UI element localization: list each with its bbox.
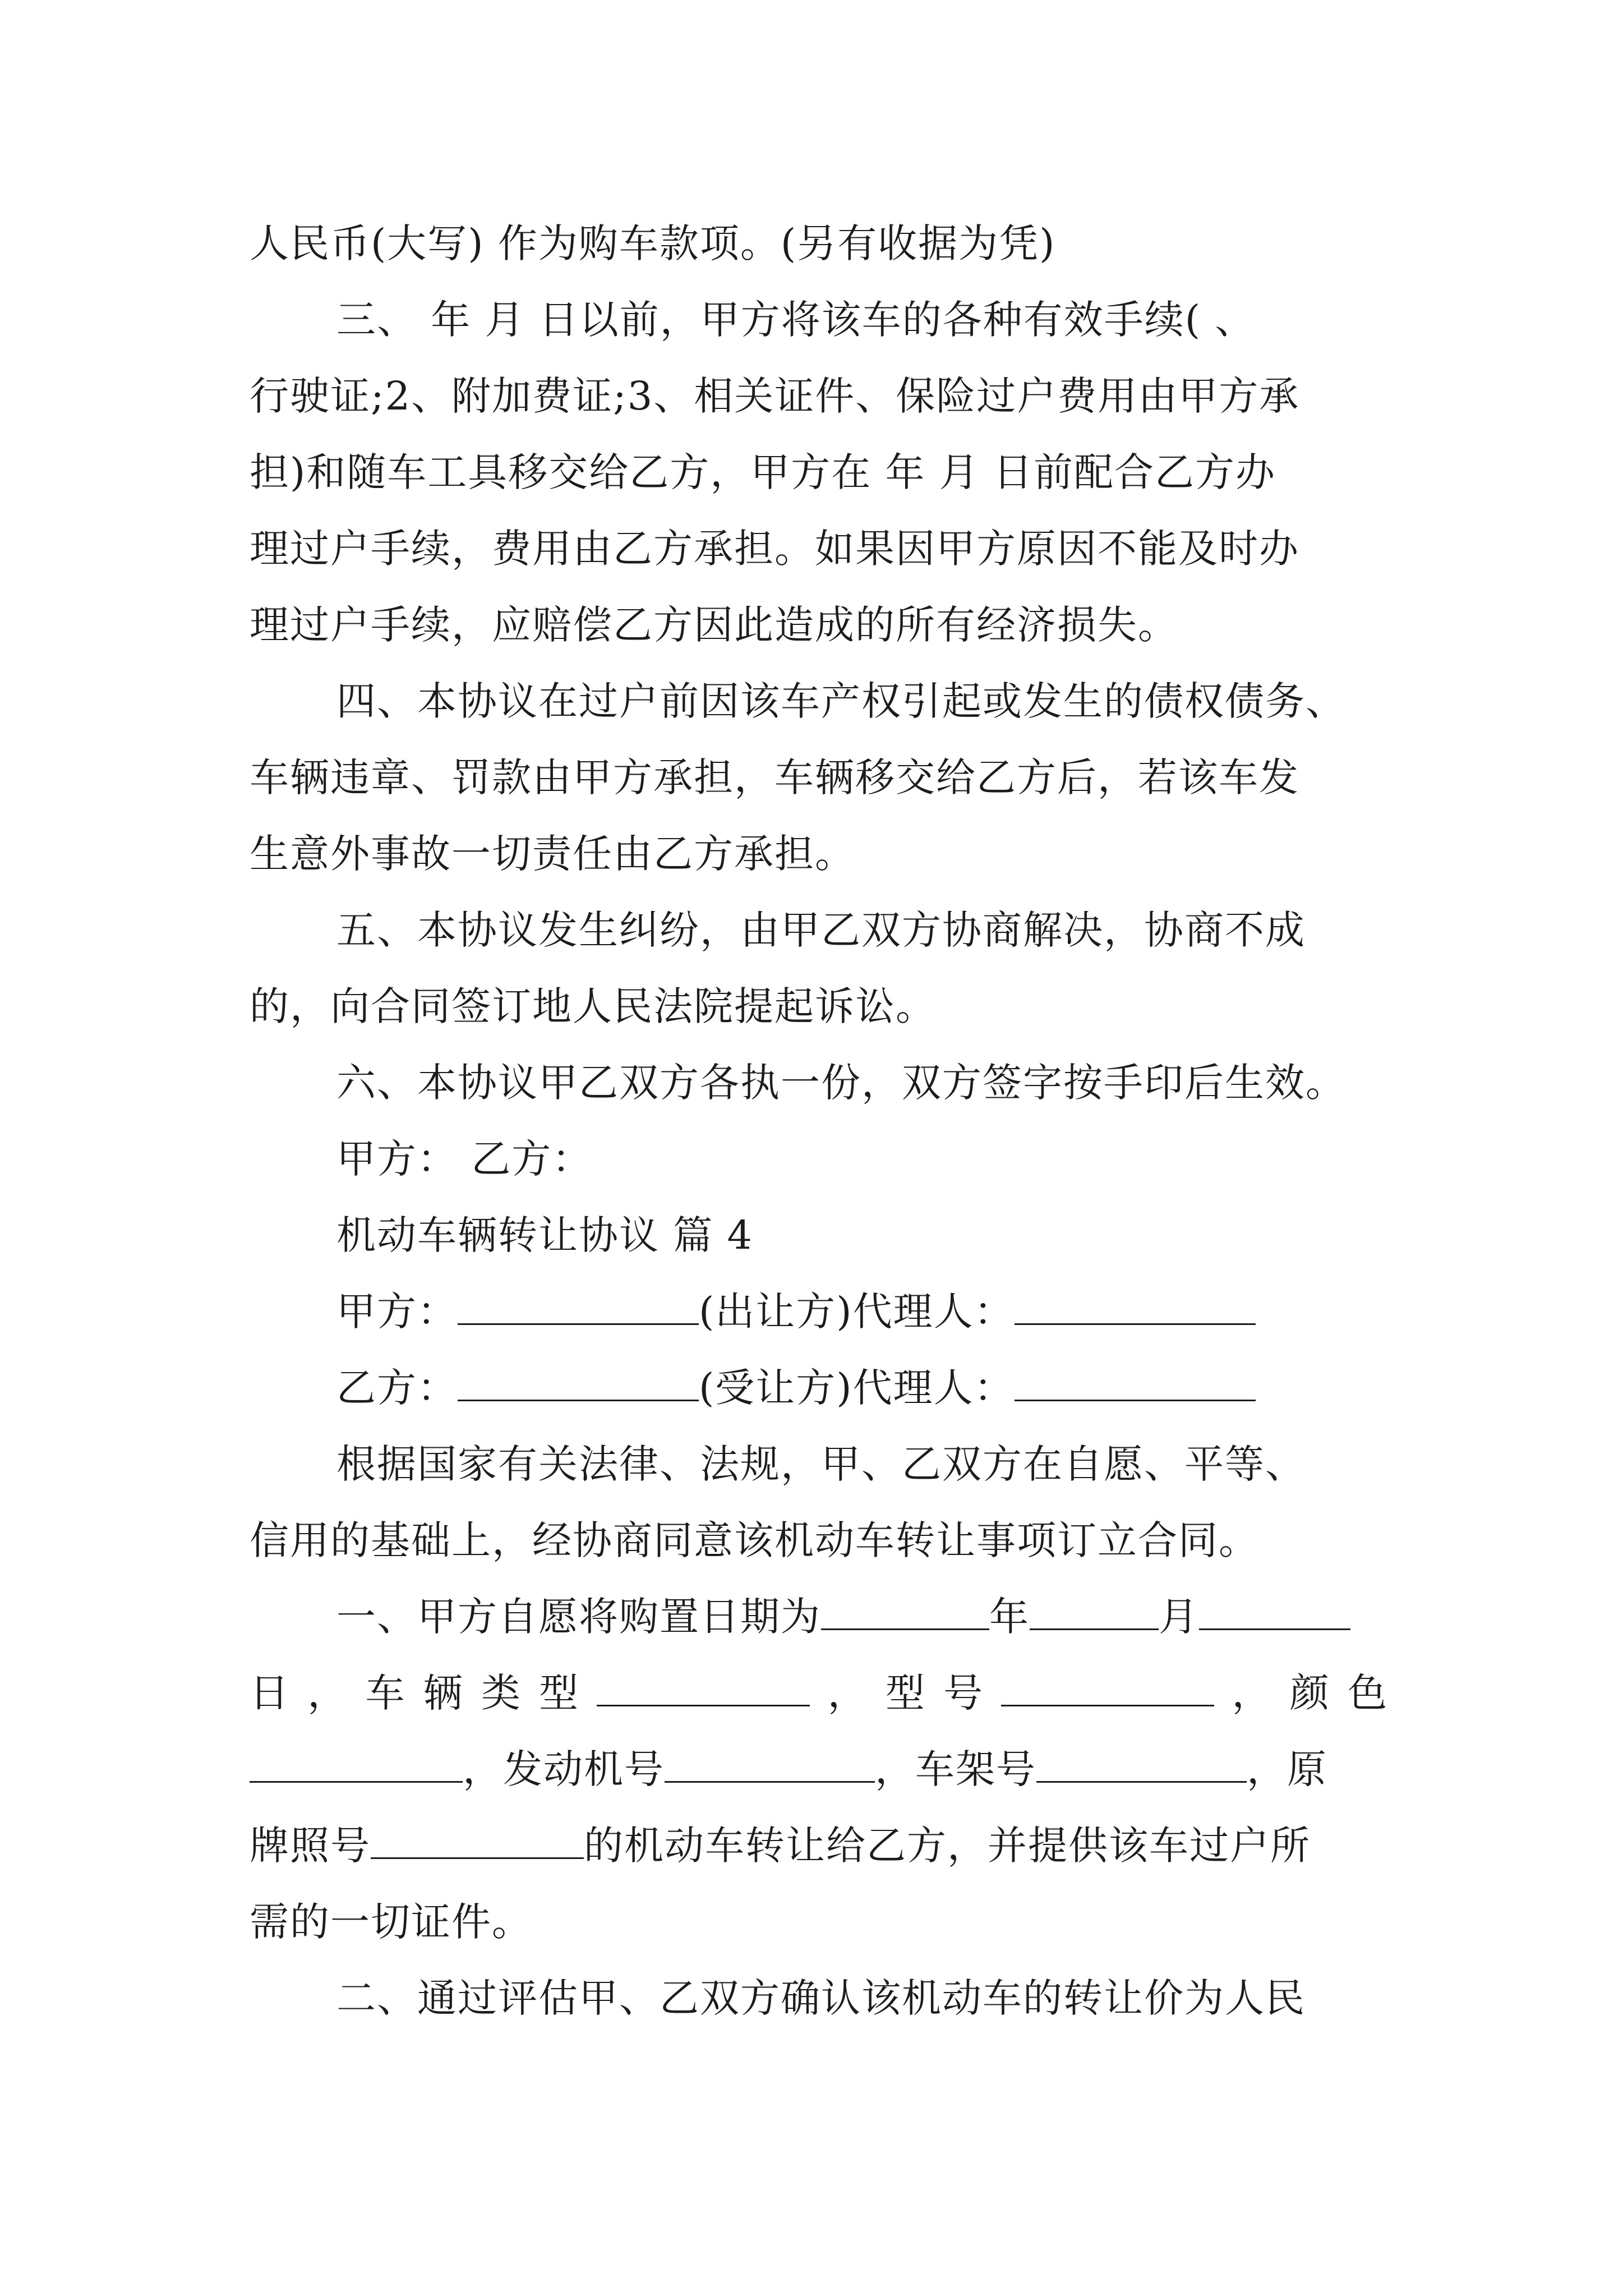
section-title: 机动车辆转让协议 篇 4 [336, 1212, 754, 1258]
purchase-month-blank[interactable] [1030, 1591, 1159, 1630]
text-line: 四、本协议在过户前因该车产权引起或发生的债权债务、 [336, 678, 1346, 724]
clause-text: ，发动机号 [463, 1746, 665, 1792]
plate-number-blank[interactable] [371, 1820, 584, 1859]
purchase-day-blank[interactable] [1199, 1591, 1350, 1630]
clause-text: ，车架号 [875, 1746, 1036, 1792]
purchase-year-blank[interactable] [821, 1591, 989, 1630]
clause-1-line-2 [250, 1663, 1388, 1739]
party-b-label: 乙方： [336, 1365, 458, 1411]
text-line: 行驶证;2、附加费证;3、相关证件、保险过户费用由甲方承 [250, 373, 1300, 419]
text-line: 六、本协议甲乙双方各执一份，双方签字按手印后生效。 [336, 1060, 1346, 1106]
clause-text: 牌照号 [250, 1823, 371, 1869]
signature-line: 甲方： 乙方： [336, 1136, 593, 1182]
text-line: 三、 年 月 日以前，甲方将该车的各种有效手续( 、 [336, 297, 1256, 343]
clause-1-line-5: 需的一切证件。 [250, 1899, 532, 1945]
party-a-label: 甲方： [336, 1289, 458, 1335]
text-line: 的，向合同签订地人民法院提起诉讼。 [250, 983, 936, 1029]
clause-text: 年 [989, 1594, 1030, 1640]
engine-number-blank[interactable] [665, 1744, 875, 1783]
clause-1-line-1 [250, 1586, 1388, 1663]
party-b-blank[interactable] [458, 1363, 699, 1401]
clause-1-line-3 [250, 1739, 1388, 1815]
text-line: 根据国家有关法律、法规，甲、乙双方在自愿、平等、 [336, 1441, 1306, 1487]
document-body [250, 213, 1388, 2044]
party-a-line [250, 1281, 1388, 1358]
clause-1-line-4 [250, 1815, 1388, 1892]
clause-text: ，颜色 [1214, 1670, 1389, 1716]
text-line: 五、本协议发生纠纷，由甲乙双方协商解决，协商不成 [336, 907, 1306, 953]
party-b-role: (受让方)代理人： [699, 1365, 1015, 1411]
text-line: 理过户手续，费用由乙方承担。如果因甲方原因不能及时办 [250, 526, 1299, 572]
party-b-agent-blank[interactable] [1015, 1363, 1256, 1401]
text-line: 生意外事故一切责任由乙方承担。 [250, 831, 855, 877]
party-a-agent-blank[interactable] [1015, 1286, 1256, 1325]
clause-text: ，原 [1247, 1746, 1327, 1792]
text-line: 车辆违章、罚款由甲方承担，车辆移交给乙方后，若该车发 [250, 754, 1299, 800]
frame-number-blank[interactable] [1036, 1744, 1247, 1783]
text-line: 理过户手续，应赔偿乙方因此造成的所有经济损失。 [250, 602, 1178, 648]
clause-2-line-1: 二、通过评估甲、乙双方确认该机动车的转让价为人民 [336, 1975, 1306, 2021]
clause-text: 的机动车转让给乙方，并提供该车过户所 [584, 1823, 1311, 1869]
party-b-line [250, 1358, 1388, 1434]
clause-text: ，车辆类型 [307, 1670, 597, 1716]
clause-text: 月 [1159, 1594, 1199, 1640]
party-a-blank[interactable] [458, 1286, 699, 1325]
model-blank[interactable] [1001, 1668, 1214, 1706]
text-line: 信用的基础上，经协商同意该机动车转让事项订立合同。 [250, 1517, 1259, 1563]
clause-text: 一、甲方自愿将购置日期为 [336, 1594, 821, 1640]
vehicle-type-blank[interactable] [597, 1668, 810, 1706]
clause-text: 日 [250, 1670, 308, 1716]
color-blank[interactable] [250, 1744, 463, 1783]
party-a-role: (出让方)代理人： [699, 1289, 1015, 1335]
clause-text: ，型号 [810, 1670, 1002, 1716]
text-line: 人民币(大写) 作为购车款项。(另有收据为凭) [250, 220, 1056, 266]
text-line: 担)和随车工具移交给乙方，甲方在 年 月 日前配合乙方办 [250, 449, 1276, 495]
